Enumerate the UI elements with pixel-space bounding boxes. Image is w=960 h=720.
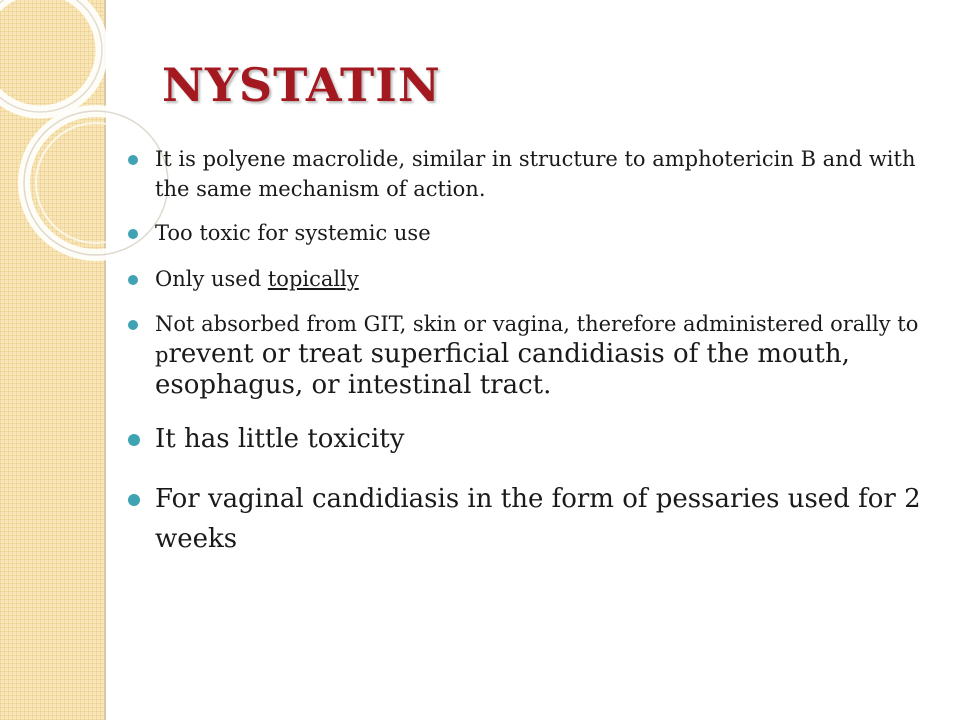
- bullet-text: Only used: [155, 267, 268, 291]
- bullet-text: It has little toxicity: [155, 424, 405, 454]
- bullet-text: It is polyene macrolide, similar in structure to amphotericin B and with the same mechanism of action.: [155, 147, 916, 201]
- bullet-text: Too toxic for systemic use: [155, 221, 431, 245]
- bullet-text: For vaginal candidiasis in the form of pessaries used for 2 weeks: [155, 484, 921, 554]
- slide-title: NYSTATIN: [162, 58, 441, 112]
- bullet-item: [128, 479, 940, 559]
- bullet-item: [128, 264, 940, 294]
- underlined-word: topically: [267, 267, 359, 291]
- bullet-item: [128, 309, 940, 401]
- bullet-dot-icon: [128, 275, 138, 285]
- bullet-dot-icon: [128, 494, 140, 506]
- bullet-dot-icon: [128, 155, 138, 165]
- bullet-text-large: revent or treat superficial candidiasis of the mouth, esophagus, or intestinal tract.: [155, 339, 850, 400]
- bullet-text-small: Not absorbed from GIT, skin or vagina, therefore administered orally to p: [155, 312, 919, 367]
- bullet-item: [128, 144, 940, 204]
- bullet-item: [128, 419, 940, 459]
- bullet-dot-icon: [128, 320, 138, 330]
- bullet-dot-icon: [128, 229, 138, 239]
- bullet-list: [128, 144, 940, 559]
- bullet-item: [128, 218, 940, 248]
- bullet-dot-icon: [128, 434, 140, 446]
